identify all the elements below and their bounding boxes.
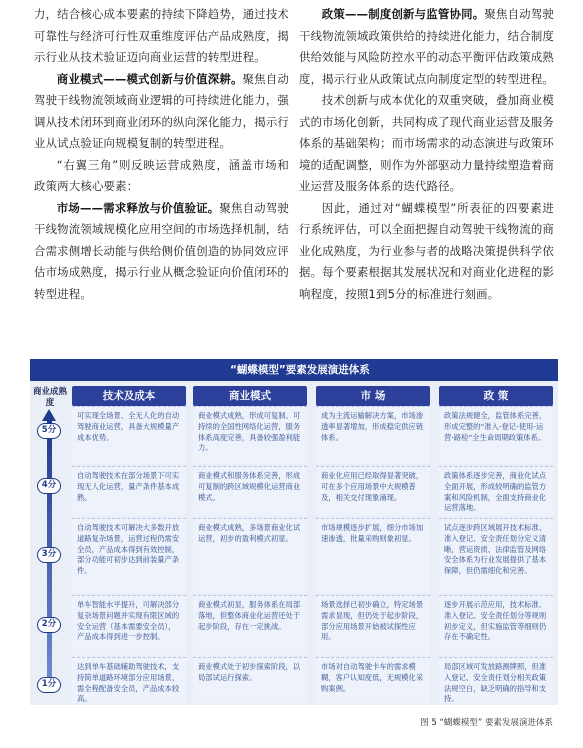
right-p3: 因此，通过对“蝴蝶模型”所表征的四要素进行系统评估，可以全面把握自动驾驶干线物流的商业化成熟度，为行业参与者的战略决策提供科学依据。每个要素根据其发展状况和对商业化进程的影响程度，按照1到5分的标准进行刻画。 [299,200,554,301]
market-heading: 市场——需求释放与价值验证。 [56,200,220,215]
cell-4-policy: 政策体系逐步完善，商业化试点全面开展，形成较明确的监管方案和风险机制，全面支持商业化运营落地。 [439,466,553,516]
cell-4-business: 商业模式和服务体系完善，形成可复制的跨区域规模化运营商业模式。 [193,466,307,516]
cell-4-tech: 自动驾驶技术在部分场景下可实现无人化运营，量产条件基本成熟。 [72,466,186,516]
score-4: 4分 [37,478,61,494]
cell-5-business: 商业模式成熟，形成可复制、可持续的全国性网络化运营，服务体系高度完善，具备较强盈利能力。 [193,406,307,464]
cell-2-business: 商业模式初显，服务体系在局部落地，但整体商业化运营还处于起步阶段，存在一定挑战。 [193,595,307,655]
cell-5-policy: 政策法规健全，监管体系完善，形成完整的“准入-登记-使用-运营-路检”全生命周期政策体系。 [439,406,553,464]
left-p3: “右翼三角”则反映运营成熟度，涵盖市场和政策两大核心要素： [34,157,289,193]
cell-5-market: 成为主流运输解决方案，市场渗透率显著增加，形成稳定供应链体系。 [316,406,430,464]
column-header-tech-cost: 技术及成本 [72,386,186,406]
score-5: 5分 [37,423,61,439]
score-2: 2分 [37,617,61,633]
left-p4-text: 聚焦自动驾驶干线物流领域规模化应用空间的市场选择机制，结合需求侧增长动能与供给侧价值创造的协同效应评估市场成熟度，揭示行业从概念验证向价值闭环的转型进程。 [34,200,289,301]
policy-heading: 政策——制度创新与监管协同。 [321,7,485,21]
cell-3-business: 商业模式成熟，多场景商业化试运营，初步的盈利模式初显。 [193,518,307,593]
cell-1-market: 市场对自动驾驶卡车的需求模糊，客户认知度低，无规模化采购案例。 [316,657,430,703]
cell-1-tech: 达到单车基础辅助驾驶技术，支持简单道路环境部分应用场景，需全程配备安全员，产品成本较高。 [72,657,186,703]
cell-3-policy: 试点逐步跨区域展开技术标准、准入登记、安全责任划分定义清晰，营运资质、法律监管及网络安全体系为行业发展提供了基本保障，但仍需细化和完善。 [439,518,553,593]
left-p1: 力，结合核心成本要素的持续下降趋势，通过技术可靠性与经济可行性双重维度评估产品成熟度，揭示行业从技术验证迈向商业运营的转型进程。 [34,7,289,64]
right-column [299,4,554,305]
score-1: 1分 [37,677,61,693]
column-header-business-model: 商业模式 [193,386,307,406]
cell-2-market: 场景选择已初步确立，特定场景需求显现，但仍处于起步阶段，部分应用场景开始被试探性应用。 [316,595,430,655]
right-p1 [299,4,554,90]
left-p2 [34,69,289,155]
right-p1-text: 聚焦自动驾驶干线物流领域政策供给的持续进化能力，结合制度供给效能与风险防控水平的动态平衡评估政策成熟度，揭示行业从政策试点向制度定型的转型进程。 [299,7,554,86]
cell-2-policy: 逐步开展示范应用，技术标准、准入登记、安全责任划分等规则初步定义，但实施监管等细则仍存在不确定性。 [439,595,553,655]
figure-title: “蝴蝶模型”要素发展演进体系 [30,359,558,381]
y-axis-label: 商业成熟度 [32,387,67,408]
cell-2-tech: 单车智能水平提升，可解决部分复杂场景问题并实现有限区域的安全运营（基本需要安全员），产品成本得到进一步控制。 [72,595,186,655]
left-p4 [34,198,289,306]
butterfly-model-figure [30,359,558,705]
score-3: 3分 [37,547,61,563]
cell-1-business: 商业模式处于初步探索阶段，以局部试运行探索。 [193,657,307,703]
cell-4-market: 商业化应用已经取得显著突破，可在多个应用场景中大规模普及，相关交付现象涌现。 [316,466,430,516]
right-p2: 技术创新与成本优化的双重突破，叠加商业模式的市场化创新，共同构成了现代商业运营及服务体系的基础架构；而市场需求的动态演进与政策环境的适配调整，则作为外部驱动力量持续塑造着商业运营及服务体系的迭代路径。 [299,93,554,193]
figure-caption: 图 5 “蝴蝶模型” 要素发展演进体系 [420,718,553,728]
left-p2-text: 聚焦自动驾驶干线物流领域商业逻辑的可持续进化能力，强调从技术闭环到商业闭环的纵向深化能力，揭示行业从试点验证向规模复制的转型进程。 [34,71,289,150]
left-column [34,4,289,305]
column-header-market: 市 场 [316,386,430,406]
cell-3-market: 市场规模逐步扩展，细分市场加速渗透，批量采购则象初显。 [316,518,430,593]
cell-1-policy: 局部区域可发放路测牌照，但准入登记、安全责任划分相关政策法规空白，缺乏明确的指导和支持。 [439,657,553,703]
body-text [34,4,554,305]
column-header-policy: 政 策 [439,386,553,406]
cell-5-tech: 可实现全场景、全无人化的自动驾驶商业运营，具备大规模量产成本优势。 [72,406,186,464]
cell-3-tech: 自动驾驶技术可解决大多数开放道路复杂场景，运营过程仍需安全员，产品成本得到有效控制，部分功能可初步达到前装量产条件。 [72,518,186,593]
business-model-heading: 商业模式——模式创新与价值深耕。 [56,71,243,86]
